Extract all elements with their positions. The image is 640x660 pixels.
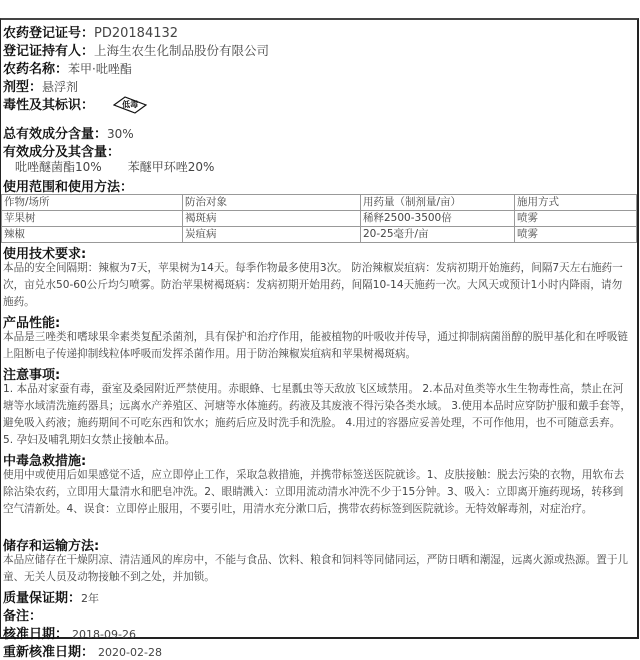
- performance-text: 本品是三唑类和嗜球果伞素类复配杀菌剂，具有保护和治疗作用，能被植物的叶吸收并传导，通过抑制病菌甾醇的脱甲基化和在呼吸链上阻断电子传递抑制线粒体呼吸而发挥杀菌作用。用于防治辣椒炭疽病和苹果树褐斑病。: [3, 331, 629, 360]
- reapproval-date-row: [3, 641, 635, 660]
- storage-heading: 储存和运输方法:: [3, 539, 100, 554]
- remarks-label: 备注：: [3, 609, 43, 624]
- approval-date-row: [3, 623, 635, 642]
- precautions-text: 1. 本品对家蚕有毒，蚕室及桑园附近严禁使用。赤眼蜂、七星瓢虫等天敌放飞区域禁用。 2.本品对鱼类等水生生物毒性高，禁止在河塘等水域清洗施药器具；远离水产养殖区、河塘等水体施药。药液及其废液不得污染各类水域。 3.使用本品时应穿防护服和戴手套等，避免吸入药液；施药期间不可吃东西和饮水；施药后应及时洗手和洗脸。 4.用过的容器应妥善处理，不可作他用，也不可随意丢弃。 5. 孕妇及哺乳期妇女禁止接触本品。: [3, 383, 631, 446]
- holder-value: 上海生农生化制品股份有限公司: [94, 43, 270, 58]
- product-name-value: 苯甲·吡唑酯: [68, 62, 132, 76]
- remarks-row: [3, 605, 635, 624]
- first-aid-heading: 中毒急救措施:: [3, 454, 87, 469]
- product-name-row: [3, 58, 635, 77]
- toxicity-badge-text: 低毒: [122, 99, 139, 109]
- holder-label: 登记证持有人：: [3, 44, 95, 59]
- table-cell: 炭疽病: [183, 227, 361, 243]
- column-header: 作物/场所: [2, 195, 183, 211]
- reapproval-date-label: 重新核准日期：: [3, 645, 95, 660]
- formulation-label: 剂型：: [3, 80, 43, 95]
- table-cell: 喷雾: [515, 227, 637, 243]
- first-aid-text: 使用中或使用后如果感觉不适，应立即停止工作，采取急救措施，并携带标签送医院就诊。1、皮肤接触：脱去污染的衣物，用软布去除沾染农药，立即用大量清水和肥皂冲洗。2、眼睛溅入：立即用流动清水冲洗不少于15分钟。3、吸入：立即离开施药现场，转移到空气清新处。4、误食：立即停止服用，不要引吐，用清水充分漱口后，携带农药标签到医院就诊。无特效解毒剂，对症治疗。: [3, 469, 625, 515]
- column-header: 用药量（制剂量/亩）: [361, 195, 515, 211]
- cert-no-value: PD20184132: [94, 26, 179, 41]
- cert-no-label: 农药登记证号：: [3, 26, 95, 41]
- ingredients-list: [15, 158, 240, 175]
- shelf-life-row: [3, 587, 635, 606]
- shelf-life-value: 2年: [81, 592, 100, 605]
- formulation-value: 悬浮剂: [42, 80, 79, 94]
- formulation-row: [3, 76, 635, 95]
- table-row: [2, 227, 637, 243]
- total-content-row: [3, 123, 635, 142]
- total-content-label: 总有效成分含量：: [3, 127, 108, 142]
- approval-date-value: 2018-09-26: [72, 628, 136, 641]
- product-name-label: 农药名称：: [3, 62, 69, 77]
- table-cell: 褐斑病: [183, 211, 361, 227]
- usage-table: [1, 194, 637, 243]
- technique-heading: 使用技术要求:: [3, 247, 87, 262]
- column-header: 施用方式: [515, 195, 637, 211]
- table-cell: 辣椒: [2, 227, 183, 243]
- pesticide-registration-card: [0, 18, 639, 660]
- table-cell: 稀释2500-3500倍: [361, 211, 515, 227]
- approval-date-label: 核准日期：: [3, 627, 69, 642]
- shelf-life-label: 质量保证期：: [3, 591, 82, 606]
- usage-heading: 使用范围和使用方法：: [3, 180, 134, 195]
- low-toxicity-diamond-icon: [113, 96, 147, 114]
- reapproval-date-value: 2020-02-28: [98, 646, 162, 659]
- toxicity-row: [3, 94, 635, 114]
- ingredient-item: 吡唑醚菌酯10%: [15, 160, 102, 174]
- table-header-row: [2, 195, 637, 211]
- table-cell: 20-25毫升/亩: [361, 227, 515, 243]
- table-cell: 苹果树: [2, 211, 183, 227]
- table-cell: 喷雾: [515, 211, 637, 227]
- cert-no-row: [3, 22, 635, 41]
- ingredient-item: 苯醚甲环唑20%: [127, 160, 215, 174]
- storage-text: 本品应储存在干燥阴凉、清洁通风的库房中，不能与食品、饮料、粮食和饲料等同储同运，严防日晒和潮湿，远离火源或热源。置于儿童、无关人员及动物接触不到之处，并加锁。: [3, 554, 629, 583]
- toxicity-label: 毒性及其标识：: [3, 98, 95, 113]
- column-header: 防治对象: [183, 195, 361, 211]
- performance-heading: 产品性能:: [3, 316, 61, 331]
- ingredients-label: 有效成分及其含量：: [3, 145, 121, 160]
- technique-text: 本品的安全间隔期：辣椒为7天，苹果树为14天。每季作物最多使用3次。 防治辣椒炭疽病：发病初期开始施药，间隔7天左右施药一次，亩兑水50-60公斤均匀喷雾。防治苹果树褐斑病：发病初期开始用药，间隔10-14天施药一次。大风天或预计1小时内降雨，请勿施药。: [3, 262, 623, 308]
- precautions-heading: 注意事项:: [3, 368, 61, 383]
- total-content-value: 30%: [107, 127, 134, 141]
- table-row: [2, 211, 637, 227]
- holder-row: [3, 40, 635, 59]
